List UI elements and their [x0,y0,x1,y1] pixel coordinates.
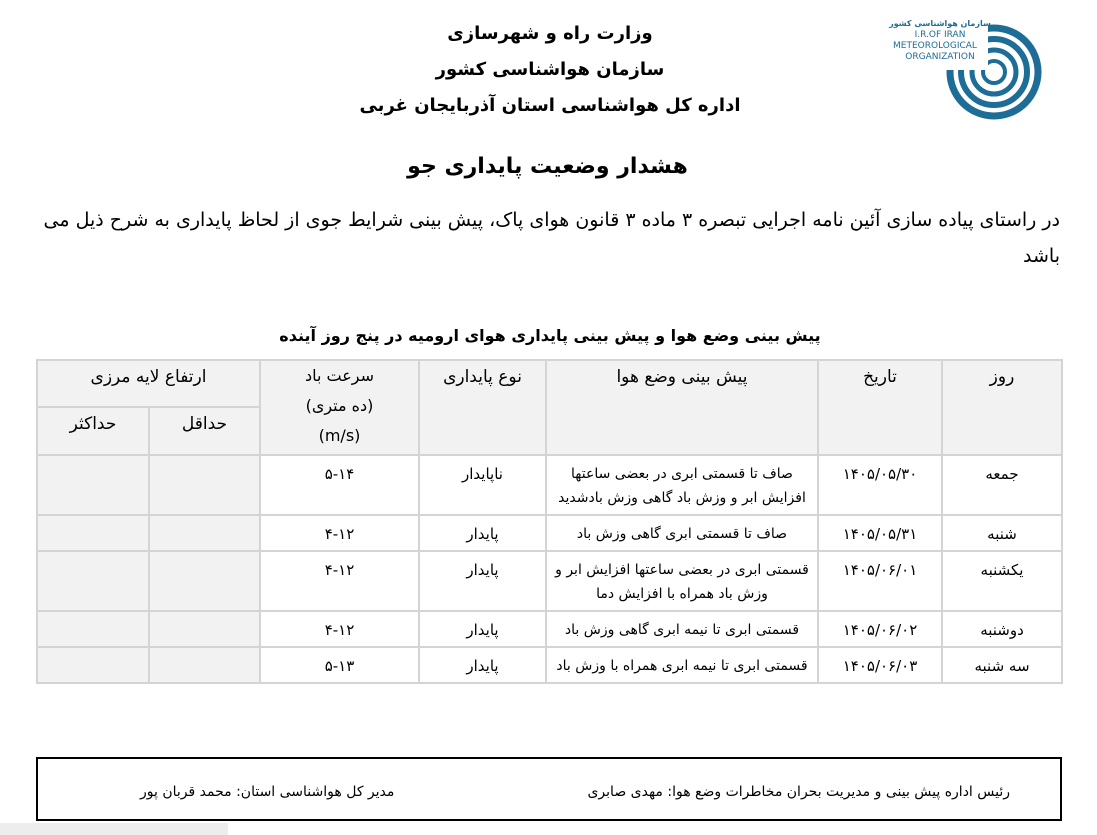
meteorological-organization-logo [888,14,1048,126]
cell-wind: ۴-۱۲ [260,611,419,647]
logo-text-en-2: METEOROLOGICAL [893,41,977,51]
cell-date: ۱۴۰۵/۰۶/۰۲ [818,611,942,647]
cell-date: ۱۴۰۵/۰۶/۰۱ [818,551,942,611]
header-max: حداکثر [37,407,149,455]
cell-wind: ۵-۱۳ [260,647,419,683]
document-title: هشدار وضعیت پایداری جو [407,154,688,179]
cell-day: دوشنبه [942,611,1062,647]
cell-weather: صاف تا قسمتی ابری در بعضی ساعتها افزایش ابر و وزش باد گاهی وزش بادشدید [546,455,818,515]
cell-date: ۱۴۰۵/۰۵/۳۰ [818,455,942,515]
cell-day: یکشنبه [942,551,1062,611]
cell-stability: پایدار [419,515,546,551]
cell-min [149,515,260,551]
cell-max [37,515,149,551]
cell-stability: پایدار [419,647,546,683]
logo-text-en-1: I.R.OF IRAN [914,30,966,40]
table-row [37,455,1062,515]
cell-min [149,455,260,515]
cell-min [149,551,260,611]
cell-max [37,611,149,647]
cell-wind: ۴-۱۲ [260,551,419,611]
department-name: اداره کل هواشناسی استان آذربایجان غربی [359,95,741,116]
header-min: حداقل [149,407,260,455]
cell-weather: قسمتی ابری تا نیمه ابری همراه با وزش باد [546,647,818,683]
forecast-table [36,359,1063,684]
cell-min [149,647,260,683]
cell-weather: صاف تا قسمتی ابری گاهی وزش باد [546,515,818,551]
header-wind-speed [260,360,419,455]
header-stability: نوع پایداری [419,360,546,455]
header-date: تاریخ [818,360,942,455]
cell-date: ۱۴۰۵/۰۶/۰۳ [818,647,942,683]
header-wind-line3: (m/s) [318,426,361,445]
header-day: روز [942,360,1062,455]
cell-stability: پایدار [419,551,546,611]
table-row [37,611,1062,647]
signature-box [36,757,1062,821]
header-wind-line1: سرعت باد [304,366,375,385]
cell-date: ۱۴۰۵/۰۵/۳۱ [818,515,942,551]
header-weather: پیش بینی وضع هوا [546,360,818,455]
cell-stability: پایدار [419,611,546,647]
cell-max [37,455,149,515]
cell-day: شنبه [942,515,1062,551]
cell-min [149,611,260,647]
director-general-signature: مدیر کل هواشناسی استان: محمد قربان پور [140,784,395,800]
logo-text-fa: سازمان هواشناسی کشور [889,19,991,28]
cell-stability: ناپایدار [419,455,546,515]
cell-max [37,551,149,611]
cell-day: سه شنبه [942,647,1062,683]
page-edge-strip [0,823,228,835]
cell-weather: قسمتی ابری در بعضی ساعتها افزایش ابر و وزش باد همراه با افزایش دما [546,551,818,611]
table-row [37,515,1062,551]
cell-wind: ۴-۱۲ [260,515,419,551]
table-caption: پیش بینی وضع هوا و پیش بینی پایداری هوای ارومیه در پنج روز آینده [279,326,821,345]
header-boundary-layer: ارتفاع لایه مرزی [37,360,260,407]
table-row [37,551,1062,611]
cell-weather: قسمتی ابری تا نیمه ابری گاهی وزش باد [546,611,818,647]
cell-wind: ۵-۱۴ [260,455,419,515]
organization-name: سازمان هواشناسی کشور [435,59,665,80]
cell-day: جمعه [942,455,1062,515]
intro-paragraph: در راستای پیاده سازی آئین نامه اجرایی تبصره ۳ ماده ۳ قانون هوای پاک، پیش بینی شرایط جوی از لحاظ پایداری به شرح ذیل می باشد [43,209,1060,267]
table-row [37,647,1062,683]
logo-text-en-3: ORGANIZATION [905,52,975,62]
letterhead [300,16,800,124]
cell-max [37,647,149,683]
header-wind-line2: (ده متری) [305,396,374,415]
forecast-head-signature: رئیس اداره پیش بینی و مدیریت بحران مخاطرات وضع هوا: مهدی صابری [587,784,1010,800]
ministry-name: وزارت راه و شهرسازی [447,23,653,44]
